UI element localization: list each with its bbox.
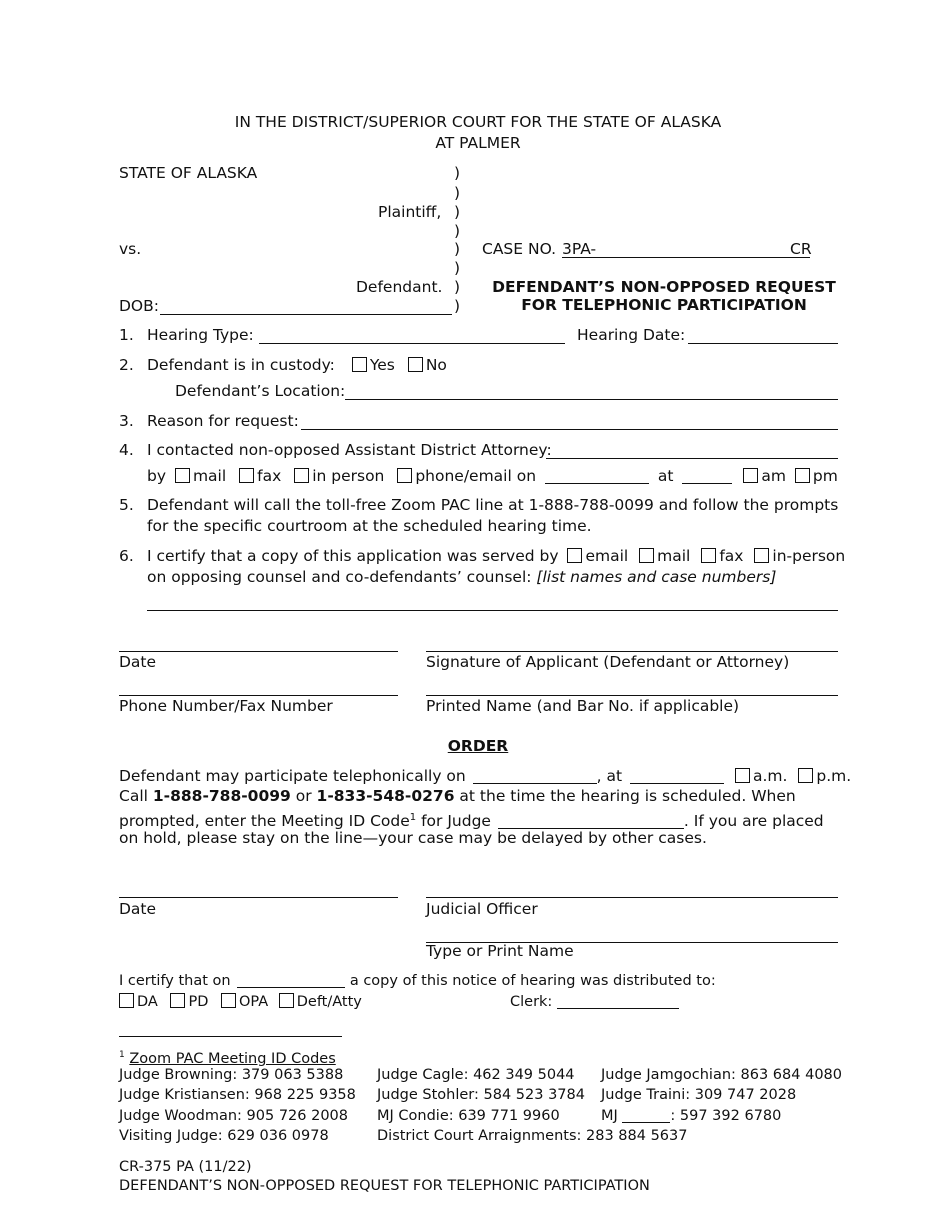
date-line[interactable] xyxy=(119,651,398,652)
order-line2 xyxy=(119,787,796,806)
reason-field[interactable] xyxy=(301,429,838,430)
contacted-label: I contacted non-opposed Assistant District Attorney: xyxy=(147,441,552,459)
date-label: Date xyxy=(119,653,157,671)
pd-label: PD xyxy=(188,994,209,1010)
hearing-date-label: Hearing Date: xyxy=(577,326,686,344)
da-checkbox[interactable] xyxy=(119,993,134,1008)
custody-no-label: No xyxy=(425,356,447,374)
order-at: , at xyxy=(596,767,623,785)
service-mail-label: mail xyxy=(657,547,691,565)
item5-text: for the specific courtroom at the scheduled hearing time. xyxy=(147,517,592,535)
order-pm-label: p.m. xyxy=(816,767,852,785)
reason-label: Reason for request: xyxy=(147,412,299,430)
item6-text: I certify that a copy of this application was served by xyxy=(147,547,559,565)
footnote-marker: 1 xyxy=(119,1050,125,1060)
case-number-label: CASE NO. xyxy=(482,240,557,258)
caption-paren: ) xyxy=(454,222,461,240)
item-number: 2. xyxy=(119,356,134,374)
order-line1 xyxy=(119,767,851,786)
judge-code: Judge Woodman: 905 726 2008 xyxy=(119,1108,349,1124)
email-label: email xyxy=(585,547,629,565)
service-in-person-checkbox[interactable] xyxy=(754,548,769,563)
da-label: DA xyxy=(137,994,158,1010)
order-text: Defendant may participate telephonically on xyxy=(119,767,466,785)
custody-yes-checkbox[interactable] xyxy=(352,357,367,372)
phone-number-secondary: 1-833-548-0276 xyxy=(316,787,455,805)
order-am-label: a.m. xyxy=(752,767,788,785)
phone-label: Phone Number/Fax Number xyxy=(119,697,333,715)
custody-row xyxy=(147,356,447,375)
judge-code: Judge Jamgochian: 863 684 4080 xyxy=(601,1067,842,1083)
case-number-prefix: 3PA- xyxy=(562,240,597,258)
applicant-signature-label: Signature of Applicant (Defendant or Attorney) xyxy=(426,653,790,671)
form-number: CR-375 PA (11/22) xyxy=(119,1159,252,1175)
order-line3 xyxy=(119,808,824,831)
caption-paren: ) xyxy=(454,184,461,202)
caption-paren: ) xyxy=(454,203,461,221)
deft-atty-label: Deft/Atty xyxy=(296,994,362,1010)
caption-paren: ) xyxy=(454,240,461,258)
judge-code: District Court Arraignments: 283 884 5637 xyxy=(377,1128,688,1144)
footnote-divider xyxy=(119,1036,342,1037)
email-checkbox[interactable] xyxy=(567,548,582,563)
service-fax-checkbox[interactable] xyxy=(701,548,716,563)
caption-paren: ) xyxy=(454,278,461,296)
service-row xyxy=(147,547,845,566)
mj-code-number: : 597 392 6780 xyxy=(670,1108,782,1124)
judge-code: Visiting Judge: 629 036 0978 xyxy=(119,1128,329,1144)
custody-no-checkbox[interactable] xyxy=(408,357,423,372)
order-date-line[interactable] xyxy=(119,897,398,898)
versus-label: vs. xyxy=(119,240,142,258)
service-in-person-label: in-person xyxy=(772,547,846,565)
caption-paren: ) xyxy=(454,259,461,277)
applicant-signature-line[interactable] xyxy=(426,651,838,652)
item5-text: Defendant will call the toll-free Zoom PAC line at 1-888-788-0099 and follow the prompts xyxy=(147,496,839,514)
order-am-checkbox[interactable] xyxy=(735,768,750,783)
mail-label: mail xyxy=(192,467,227,485)
opa-label: OPA xyxy=(238,994,269,1010)
location-field[interactable] xyxy=(345,399,838,400)
distribution-options xyxy=(115,993,362,1012)
counsel-names-field[interactable] xyxy=(147,610,838,611)
form-name: DEFENDANT’S NON-OPPOSED REQUEST FOR TELEPHONIC PARTICIPATION xyxy=(119,1178,650,1194)
item6-text xyxy=(147,568,776,587)
case-number-field[interactable] xyxy=(562,257,810,258)
dob-field[interactable] xyxy=(160,314,452,315)
form-title: DEFENDANT’S NON-OPPOSED REQUEST xyxy=(492,278,836,296)
court-heading: IN THE DISTRICT/SUPERIOR COURT FOR THE STATE OF ALASKA xyxy=(234,113,722,131)
in-person-checkbox[interactable] xyxy=(294,468,309,483)
service-mail-checkbox[interactable] xyxy=(639,548,654,563)
order-pm-checkbox[interactable] xyxy=(798,768,813,783)
custody-label: Defendant is in custody: xyxy=(147,356,335,374)
clerk-label: Clerk: xyxy=(510,994,553,1010)
footnote-heading: Zoom PAC Meeting ID Codes xyxy=(129,1050,336,1067)
judicial-officer-line[interactable] xyxy=(426,897,838,898)
judge-code: MJ Condie: 639 771 9960 xyxy=(377,1108,560,1124)
printed-name-line[interactable] xyxy=(426,695,838,696)
order-date-field[interactable] xyxy=(473,768,597,784)
item-number: 3. xyxy=(119,412,134,430)
caption-paren: ) xyxy=(454,297,461,315)
ada-name-field[interactable] xyxy=(546,458,838,459)
dob-label: DOB: xyxy=(119,297,159,315)
party-name: STATE OF ALASKA xyxy=(119,164,258,182)
fax-label: fax xyxy=(257,467,282,485)
order-date-label: Date xyxy=(119,900,157,918)
contact-time-field[interactable] xyxy=(682,468,732,484)
contact-date-field[interactable] xyxy=(545,468,649,484)
service-fax-label: fax xyxy=(719,547,744,565)
judge-code: Judge Stohler: 584 523 3784 xyxy=(377,1087,585,1103)
type-print-name-label: Type or Print Name xyxy=(426,942,574,960)
item-number: 5. xyxy=(119,496,134,514)
pd-checkbox[interactable] xyxy=(170,993,185,1008)
mail-checkbox[interactable] xyxy=(175,468,190,483)
form-subtitle: FOR TELEPHONIC PARTICIPATION xyxy=(521,296,807,314)
judge-name-field[interactable] xyxy=(498,813,684,829)
deft-atty-checkbox[interactable] xyxy=(279,993,294,1008)
caption-paren: ) xyxy=(454,164,461,182)
location-label: Defendant’s Location: xyxy=(175,382,346,400)
printed-name-label: Printed Name (and Bar No. if applicable) xyxy=(426,697,740,715)
order-line4: on hold, please stay on the line—your case may be delayed by other cases. xyxy=(119,829,707,847)
order-text: or xyxy=(295,787,312,805)
hearing-type-label: Hearing Type: xyxy=(147,326,254,344)
order-text: . If you are placed xyxy=(683,812,824,831)
phone-email-checkbox[interactable] xyxy=(397,468,412,483)
court-location: AT PALMER xyxy=(435,134,521,152)
clerk-row xyxy=(510,993,679,1012)
item-number: 6. xyxy=(119,547,134,565)
item6-counsel: on opposing counsel and co-defendants’ counsel: xyxy=(147,568,532,586)
mj-prefix: MJ xyxy=(601,1108,618,1124)
item-number: 4. xyxy=(119,441,134,459)
custody-yes-label: Yes xyxy=(369,356,395,374)
order-text: at the time the hearing is scheduled. When xyxy=(459,787,796,805)
footnote-ref: 1 xyxy=(409,812,417,823)
pm-checkbox[interactable] xyxy=(795,468,810,483)
pm-label: pm xyxy=(812,467,838,485)
mj-name-field[interactable] xyxy=(622,1108,670,1123)
judge-code: Judge Cagle: 462 349 5044 xyxy=(377,1067,575,1083)
item-number: 1. xyxy=(119,326,134,344)
defendant-label: Defendant. xyxy=(356,278,443,296)
hearing-date-field[interactable] xyxy=(688,343,838,344)
item6-instruction: [list names and case numbers] xyxy=(536,568,777,586)
distribution-certify xyxy=(119,972,716,991)
case-number-suffix: CR xyxy=(790,240,812,258)
mj-code xyxy=(601,1107,781,1126)
am-label: am xyxy=(761,467,786,485)
order-heading: ORDER xyxy=(447,737,509,755)
opa-checkbox[interactable] xyxy=(221,993,236,1008)
certify-text: I certify that on xyxy=(119,973,231,989)
judge-code: Judge Browning: 379 063 5388 xyxy=(119,1067,344,1083)
order-text: prompted, enter the Meeting ID Code xyxy=(119,812,410,831)
am-checkbox[interactable] xyxy=(743,468,758,483)
judge-code: Judge Traini: 309 747 2028 xyxy=(601,1087,797,1103)
certify-text: a copy of this notice of hearing was distributed to: xyxy=(349,973,716,989)
fax-checkbox[interactable] xyxy=(239,468,254,483)
plaintiff-label: Plaintiff, xyxy=(378,203,442,221)
in-person-label: in person xyxy=(312,467,385,485)
order-text: for Judge xyxy=(421,812,491,831)
phone-number-primary: 1-888-788-0099 xyxy=(152,787,291,805)
phone-email-label: phone/email on xyxy=(415,467,537,485)
clerk-field[interactable] xyxy=(557,993,679,1009)
judge-code: Judge Kristiansen: 968 225 9358 xyxy=(119,1087,356,1103)
order-text: Call xyxy=(119,787,148,805)
judicial-officer-label: Judicial Officer xyxy=(426,900,538,918)
order-time-field[interactable] xyxy=(630,768,724,784)
at-label: at xyxy=(657,467,674,485)
distribution-date-field[interactable] xyxy=(237,972,345,988)
contact-method-row xyxy=(147,467,838,486)
by-label: by xyxy=(147,467,167,485)
hearing-type-field[interactable] xyxy=(259,343,565,344)
phone-line[interactable] xyxy=(119,695,398,696)
